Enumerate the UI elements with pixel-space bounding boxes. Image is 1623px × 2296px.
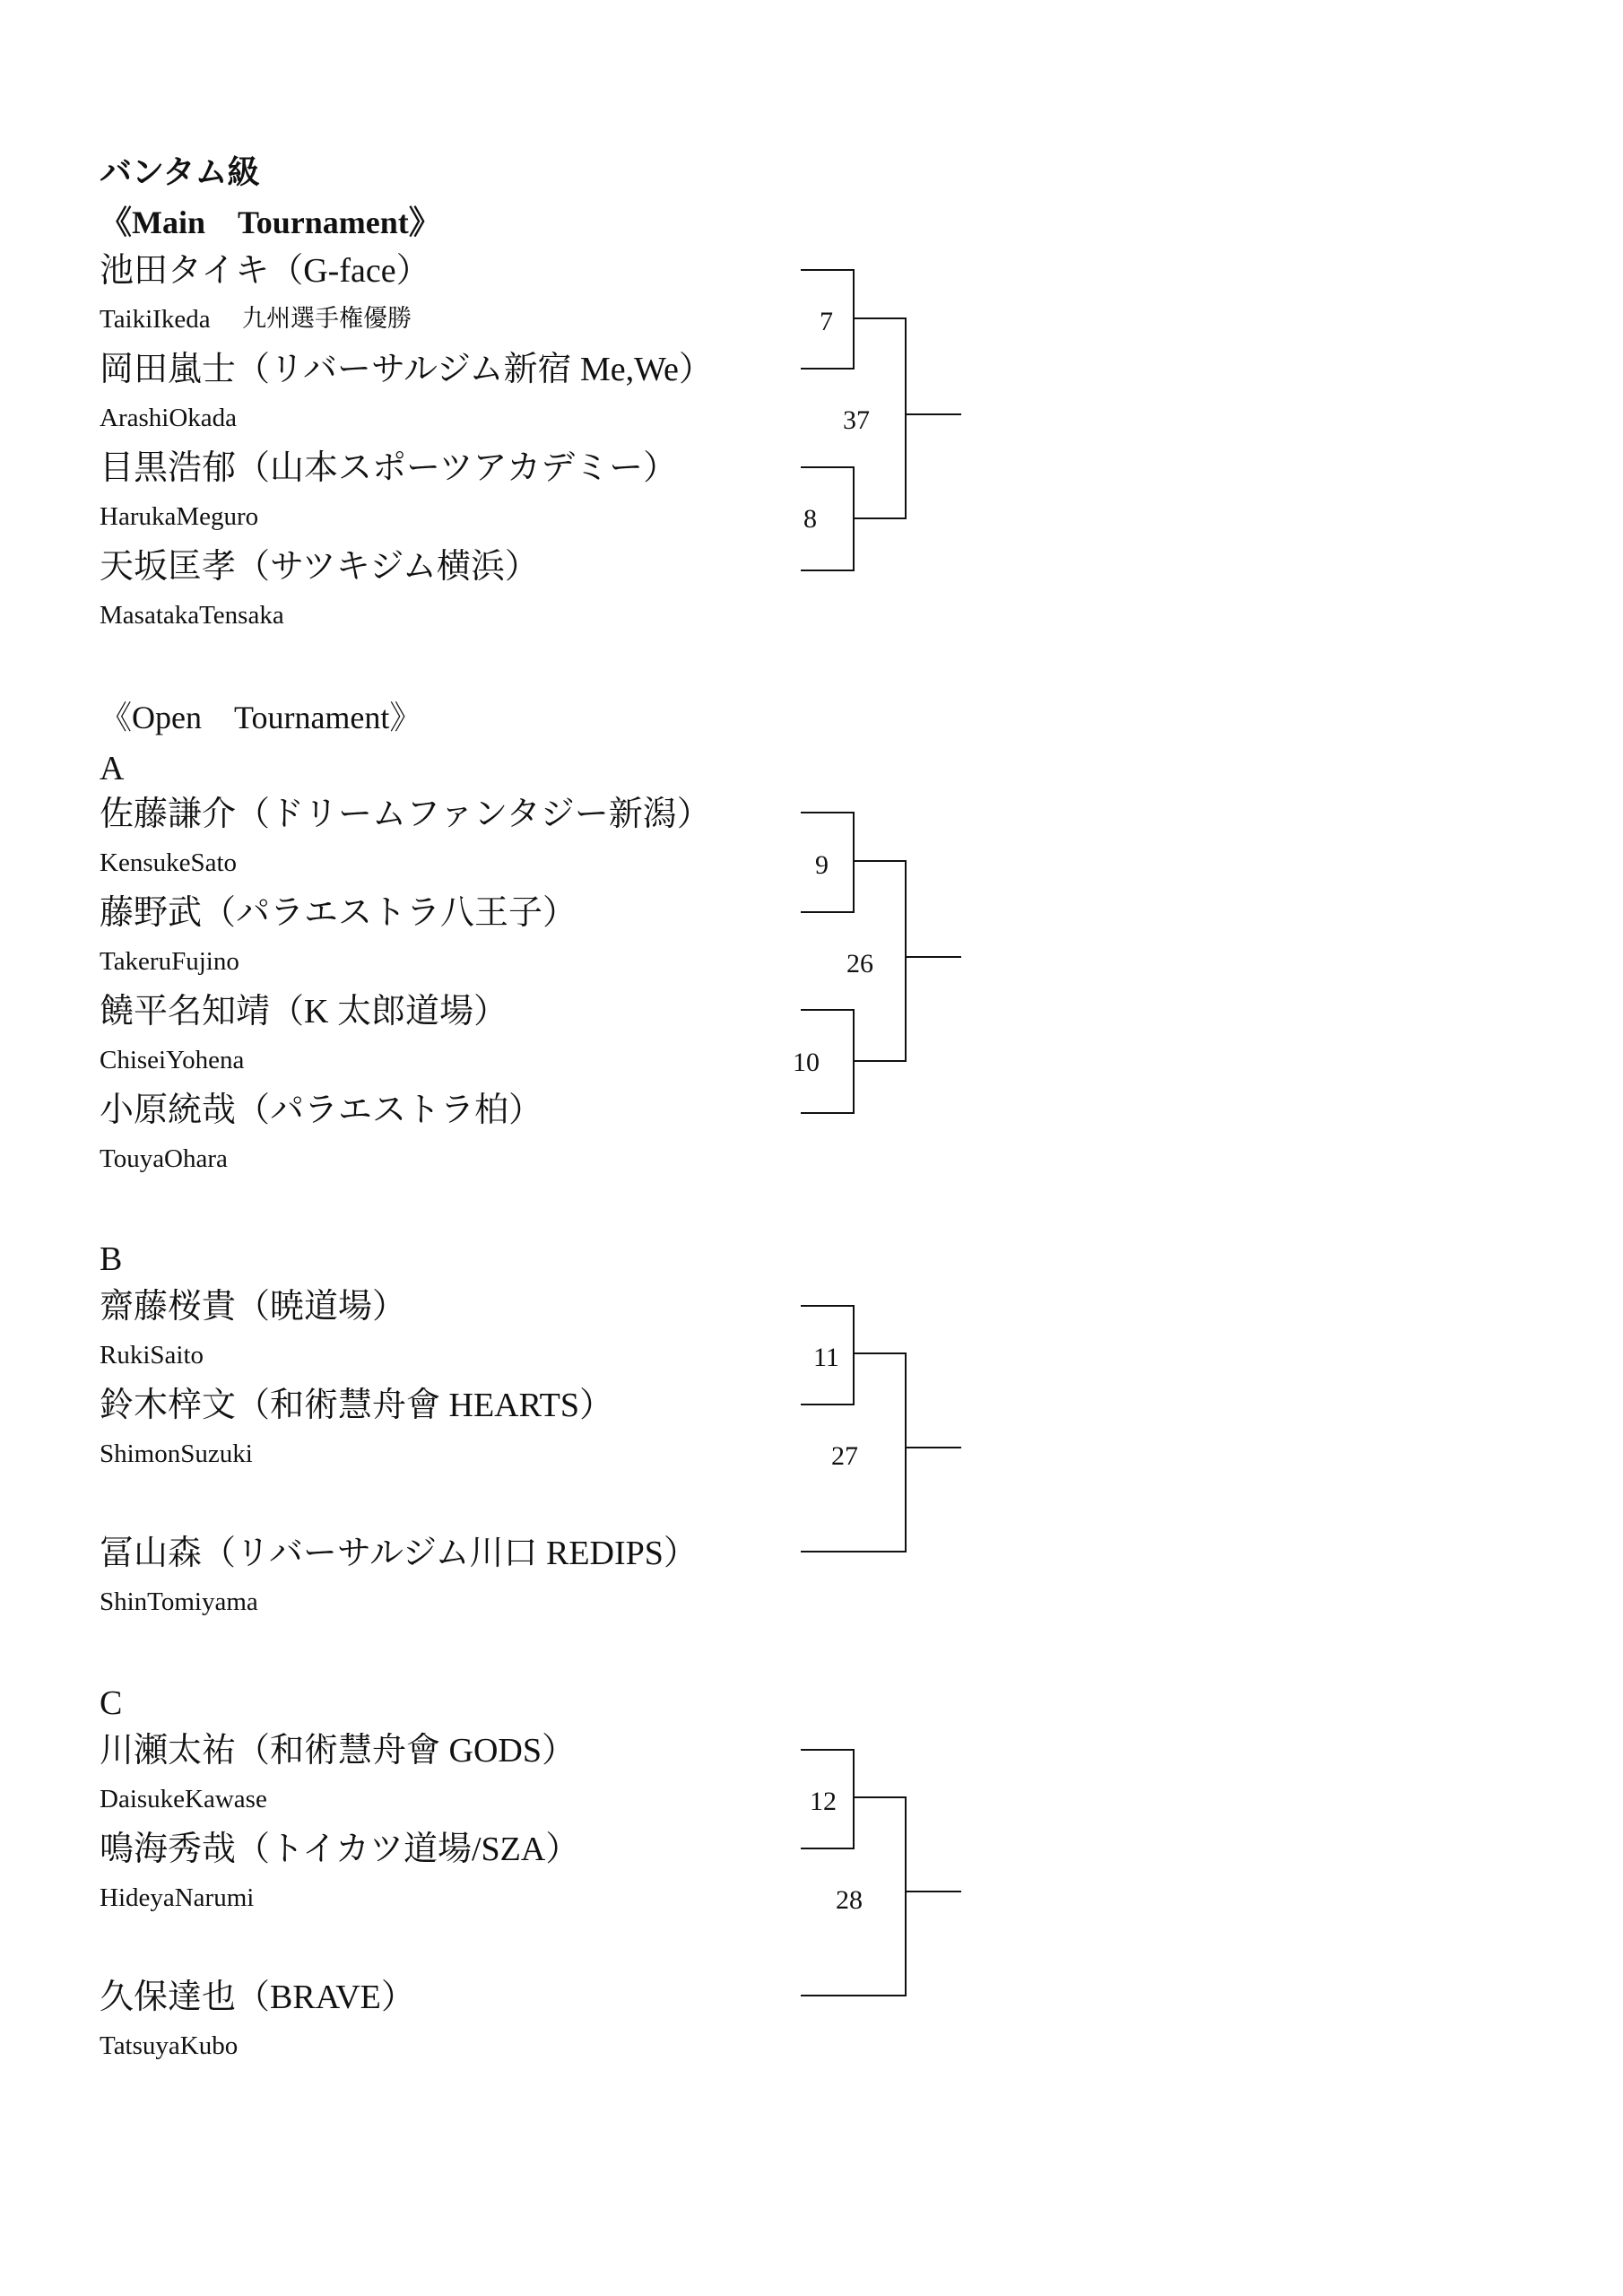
fighter-name-en: MasatakaTensaka (100, 601, 284, 630)
bout-number: 37 (843, 405, 870, 435)
fighter-name-en: TaikiIkeda (100, 305, 211, 334)
fighter-note: 九州選手権優勝 (242, 305, 412, 332)
block-label: B (100, 1240, 123, 1278)
fighter-name-en: RukiSaito (100, 1341, 204, 1370)
main-tournament-heading: 《Main Tournament》 (100, 204, 441, 240)
bout-number: 28 (836, 1885, 863, 1915)
fighter-name-en: ShimonSuzuki (100, 1439, 253, 1468)
fighter-name-jp: 佐藤謙介（ドリームファンタジー新潟） (100, 796, 711, 833)
fighter-name-en: TouyaOhara (100, 1144, 228, 1173)
fighter-name-en: TakeruFujino (100, 947, 239, 976)
fighter-name-jp: 小原統哉（パラエストラ柏） (100, 1091, 543, 1129)
fighter-name-jp: 久保達也（BRAVE） (100, 1979, 415, 2016)
fighter-name-en: ChiseiYohena (100, 1046, 245, 1074)
fighter-name-en: HideyaNarumi (100, 1883, 255, 1912)
bout-number: 11 (813, 1343, 839, 1372)
fighter-name-jp: 天坂匡孝（サツキジム横浜） (100, 548, 539, 586)
bout-number: 7 (820, 307, 833, 336)
fighter-name-en: ShinTomiyama (100, 1587, 258, 1616)
bout-number: 12 (810, 1787, 837, 1816)
fighter-name-jp: 岡田嵐士（リバーサルジム新宿 Me,We） (100, 351, 713, 388)
block-label: C (100, 1684, 123, 1722)
fighter-name-jp: 藤野武（パラエストラ八王子） (100, 894, 577, 932)
bout-number: 8 (803, 504, 817, 534)
bout-number: 10 (793, 1048, 820, 1077)
fighter-name-jp: 齋藤桜貴（暁道場） (100, 1288, 407, 1326)
fighter-name-en: TatsuyaKubo (100, 2031, 239, 2060)
fighter-name-en: KensukeSato (100, 848, 238, 877)
fighter-name-en: HarukaMeguro (100, 502, 259, 531)
division-title: バンタム級 (100, 154, 260, 190)
fighter-name-jp: 鳴海秀哉（トイカツ道場/SZA） (100, 1831, 580, 1868)
bout-number: 27 (831, 1441, 858, 1471)
fighter-name-jp: 目黒浩郁（山本スポーツアカデミー） (100, 449, 678, 487)
fighter-name-jp: 池田タイキ（G-face） (100, 252, 430, 290)
open-tournament-heading: 《Open Tournament》 (100, 700, 422, 735)
fighter-name-jp: 饒平名知靖（K 太郎道場） (100, 993, 508, 1031)
block-label: A (100, 750, 125, 787)
bout-number: 26 (846, 949, 873, 978)
fighter-name-en: DaisukeKawase (100, 1785, 267, 1813)
fighter-name-en: ArashiOkada (100, 404, 238, 432)
bout-number: 9 (815, 850, 829, 880)
fighter-name-jp: 川瀬太祐（和術慧舟會 GODS） (100, 1732, 576, 1770)
fighter-name-jp: 鈴木梓文（和術慧舟會 HEARTS） (100, 1387, 614, 1424)
fighter-name-jp: 冨山森（リバーサルジム川口 REDIPS） (100, 1535, 698, 1572)
